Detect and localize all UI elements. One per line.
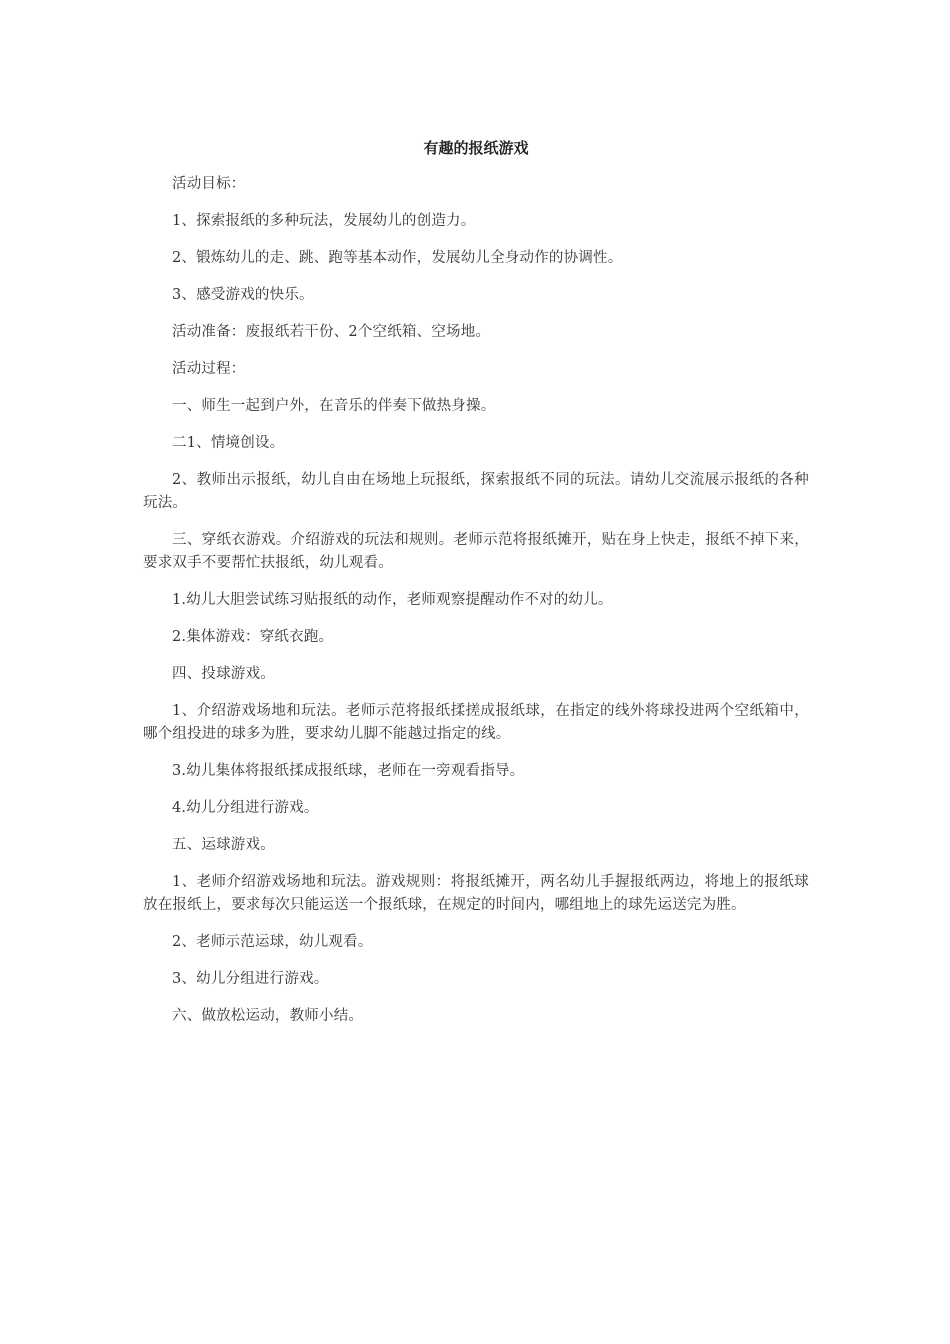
paragraph-step-4: 四、投球游戏。	[172, 666, 275, 682]
paragraph-step-4-1: 1、介绍游戏场地和玩法。老师示范将报纸揉搓成报纸球，在指定的线外将球投进两个空纸箱中，哪个组投进的球多为胜，要求幼儿脚不能越过指定的线。	[143, 703, 809, 742]
paragraph-goal-3: 3、感受游戏的快乐。	[172, 287, 314, 303]
paragraph-step-5-3: 3、幼儿分组进行游戏。	[172, 971, 329, 987]
document-body	[143, 137, 809, 1042]
paragraph-goal-2: 2、锻炼幼儿的走、跳、跑等基本动作，发展幼儿全身动作的协调性。	[172, 250, 623, 266]
paragraph-step-6: 六、做放松运动，教师小结。	[172, 1008, 364, 1024]
paragraph-step-1: 一、师生一起到户外，在音乐的伴奏下做热身操。	[172, 398, 496, 414]
paragraph-step-3: 三、穿纸衣游戏。介绍游戏的玩法和规则。老师示范将报纸摊开，贴在身上快走，报纸不掉下来，要求双手不要帮忙扶报纸，幼儿观看。	[143, 532, 809, 571]
paragraph-step-4-4: 4.幼儿分组进行游戏。	[172, 800, 319, 816]
paragraph-process-heading: 活动过程：	[172, 361, 246, 377]
paragraph-step-2-2: 2、教师出示报纸，幼儿自由在场地上玩报纸，探索报纸不同的玩法。请幼儿交流展示报纸的各种玩法。	[143, 472, 809, 511]
paragraph-step-5: 五、运球游戏。	[172, 837, 275, 853]
paragraph-step-2-1: 二1、情境创设。	[172, 435, 285, 451]
paragraph-goals-heading: 活动目标：	[172, 176, 246, 192]
paragraph-preparation: 活动准备：废报纸若干份、2个空纸箱、空场地。	[172, 324, 491, 340]
paragraph-step-3-2: 2.集体游戏：穿纸衣跑。	[172, 629, 334, 645]
paragraph-step-5-2: 2、老师示范运球，幼儿观看。	[172, 934, 373, 950]
document-title: 有趣的报纸游戏	[423, 139, 529, 157]
paragraph-goal-1: 1、探索报纸的多种玩法，发展幼儿的创造力。	[172, 213, 476, 229]
paragraph-step-5-1: 1、老师介绍游戏场地和玩法。游戏规则：将报纸摊开，两名幼儿手握报纸两边，将地上的报纸球放在报纸上，要求每次只能运送一个报纸球，在规定的时间内，哪组地上的球先运送完为胜。	[143, 874, 809, 913]
paragraph-step-4-3: 3.幼儿集体将报纸揉成报纸球，老师在一旁观看指导。	[172, 763, 525, 779]
paragraph-step-3-1: 1.幼儿大胆尝试练习贴报纸的动作，老师观察提醒动作不对的幼儿。	[172, 592, 613, 608]
